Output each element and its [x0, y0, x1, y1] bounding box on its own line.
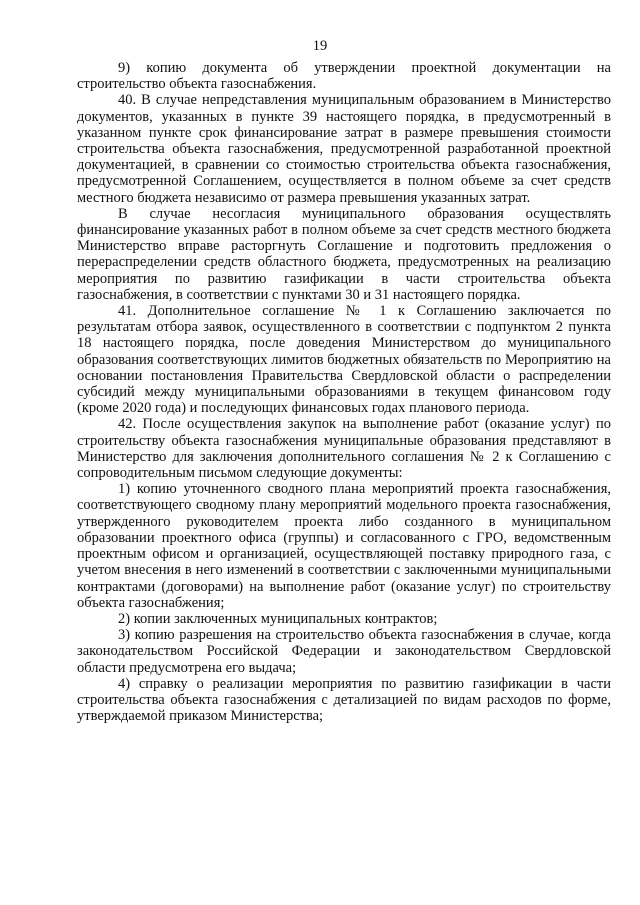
list-item-2: 2) копии заключенных муниципальных контрактов; [118, 610, 438, 627]
page-number: 19 [312, 38, 328, 54]
paragraph-clause-42: 42. После осуществления закупок на выполнение работ (оказание услуг) по строительству объекта газоснабжения муниципальные образования представляют в Министерство для заключения дополнительного соглашения № 2 к Соглашению с сопроводительным письмом следующие документы: [77, 416, 611, 482]
paragraph-item-9: 9) копию документа об утверждении проектной документации на строительство объекта газоснабжения. [77, 60, 611, 93]
document-body [77, 60, 611, 724]
paragraph-disagreement: В случае несогласия муниципального образования осуществлять финансирование указанных работ в полном объеме за счет средств местного бюджета Министерство вправе расторгнуть Соглашение и подготовить предложения о перераспределении средств областного бюджета, предусмотренных на реализацию мероприятия по развитию газификации в части строительства объекта газоснабжения, в соответствии с пунктами 30 и 31 настоящего порядка. [77, 205, 611, 303]
list-item-1: 1) копию уточненного сводного плана мероприятий проекта газоснабжения, соответствующего сводному плану мероприятий модельного проекта газоснабжения, утвержденного руководителем проекта либо созданного в муниципальном образовании проектного офиса (группы) и согласованного с ГРО, ведомственным проектным офисом и организацией, осуществляющей поставку природного газа, с учетом внесения в него изменений в соответствии с заключенными муниципальными контрактами (договорами) на выполнение работ (оказание услуг) по строительству объекта газоснабжения; [77, 481, 611, 611]
list-item-4: 4) справку о реализации мероприятия по развитию газификации в части строительства объекта газоснабжения с детализацией по видам расходов по форме, утверждаемой приказом Министерства; [77, 675, 611, 725]
paragraph-clause-41: 41. Дополнительное соглашение № 1 к Соглашению заключается по результатам отбора заявок, осуществленного в соответствии с подпунктом 2 пункта 18 настоящего порядка, после доведения Министерством до муниципального образования соответствующих лимитов бюджетных обязательств по Мероприятию на основании постановления Правительства Свердловской области о распределении субсидий между муниципальными образованиями в текущем финансовом году (кроме 2020 года) и последующих финансовых годах планового периода. [77, 303, 611, 417]
paragraph-clause-40: 40. В случае непредставления муниципальным образованием в Министерство документов, указанных в пункте 39 настоящего порядка, в предусмотренный в указанном пункте срок финансирование затрат в размере превышения стоимости строительства объекта газоснабжения, предусмотренной разработанной проектной документацией, в сравнении со стоимостью строительства объекта газоснабжения, предусмотренной Соглашением, осуществляется в полном объеме за счет средств местного бюджета независимо от размера превышения указанных затрат. [77, 92, 611, 206]
list-item-3: 3) копию разрешения на строительство объекта газоснабжения в случае, когда законодательством Российской Федерации и законодательством Свердловской области предусмотрена его выдача; [77, 627, 611, 676]
